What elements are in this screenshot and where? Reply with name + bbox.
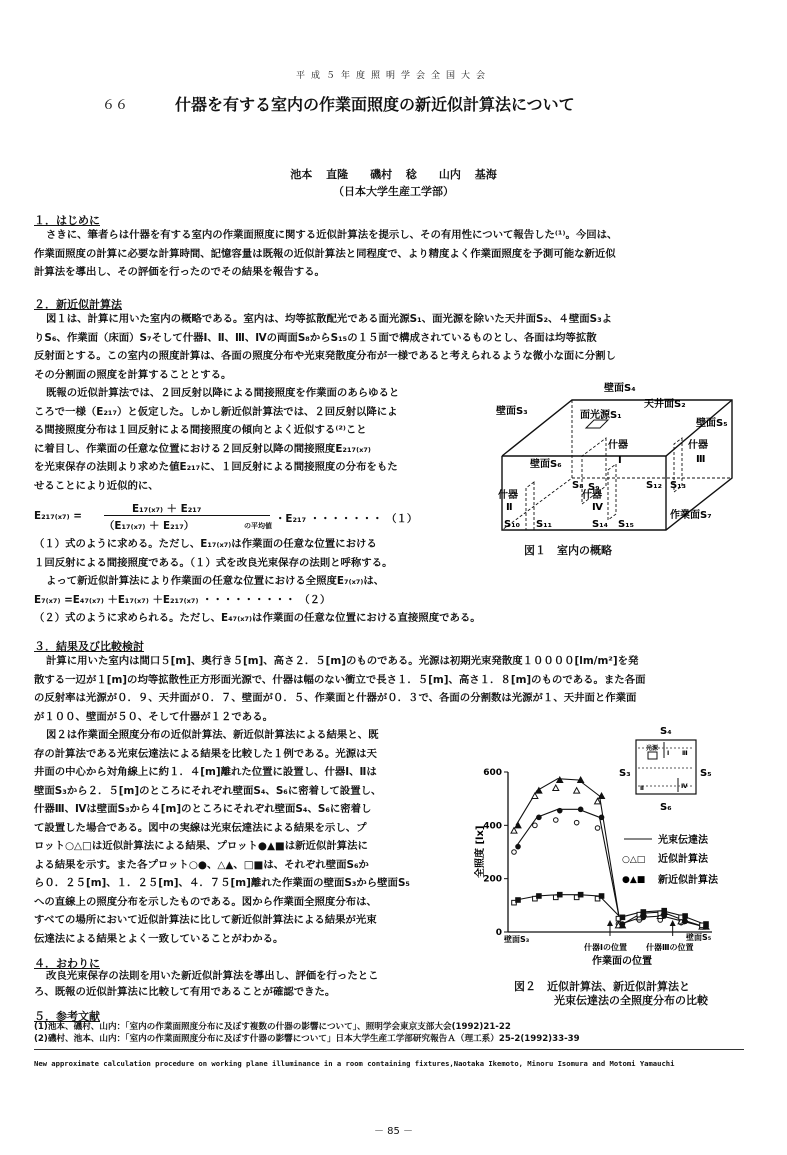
data-point [578, 892, 583, 897]
section-1-heading: １．はじめに [34, 214, 100, 227]
label-s4: 壁面S₄ [604, 383, 636, 394]
y-tick-label: 400 [483, 821, 502, 832]
text-line: よる結果を示す。また各プロット○●、△▲、□■は、それぞれ壁面S₆か [34, 858, 369, 871]
series-line [516, 779, 704, 927]
inset-label-f2: Ⅱ [640, 785, 644, 792]
label-s9: S₉ [588, 482, 600, 493]
references [34, 1021, 779, 1045]
text-line: 図１は、計算に用いた室内の概略である。室内は、均等拡散配光である面光源S₁、面光源を除いた天井面S₂、４壁面S₃よ [46, 313, 613, 325]
data-point [532, 793, 538, 799]
label-s2: 天井面S₂ [644, 399, 686, 410]
text-line: に着目し、作業面の任意な位置における２回反射以降の間接照度E₂₁₇₍ₓ₇₎ [34, 442, 371, 455]
equation-2: E₇₍ₓ₇₎ =E₄₇₍ₓ₇₎ ＋E₁₇₍ₓ₇₎ ＋E₂₁₇₍ₓ₇₎ ・・・・・・・・・ （２） [34, 594, 331, 606]
label-s5: 壁面S₅ [696, 418, 728, 429]
eq1-lhs: E₂₁₇₍ₓ₇₎ = [34, 510, 82, 522]
y-tick-label: 0 [495, 928, 502, 938]
data-point [578, 807, 583, 812]
eq1-denominator: （E₁₇₍ₓ₇₎ ＋ E₂₁₇） [104, 520, 195, 532]
text-line: ら０．２５[m]、１．２５[m]、４．７５[m]離れた作業面の壁面S₃から壁面S₅ [34, 877, 410, 889]
section-2-heading: ２．新近似計算法 [34, 298, 122, 311]
label-fixture-4-num: Ⅳ [592, 502, 603, 513]
y-tick-label: 200 [483, 874, 502, 885]
text-line: さきに、筆者らは什器を有する室内の作業面照度に関する近似計算法を提示し、その有用性について報告した⁽¹⁾。今回は、 [46, 229, 618, 241]
label-s14: S₁₄ [592, 519, 608, 530]
text-line: （１）式のように求める。ただし、E₁₇₍ₓ₇₎は作業面の任意な位置における [34, 538, 377, 550]
data-point [553, 818, 558, 823]
data-point [557, 777, 563, 783]
text-line: 什器Ⅲ、Ⅳは壁面S₃から４[m]のところにそれぞれ壁面S₄、S₆に密着し [34, 803, 372, 815]
y-axis-label: 全照度 [lx] [475, 825, 486, 878]
eq1-denominator-sub: の平均値 [244, 522, 272, 530]
section-3-body-left [34, 726, 474, 948]
inset-label-f4: Ⅳ [681, 783, 688, 790]
data-point [537, 815, 542, 820]
eq1-tail: ・E₂₁₇ ・・・・・・・ （１） [275, 513, 418, 525]
section-4-body [34, 968, 474, 1000]
label-fixture-4: 什器 [582, 490, 602, 501]
text-line: すべての場所において近似計算法に比して新近似計算法による結果が光束 [34, 914, 377, 926]
fixture-4-outline [608, 464, 616, 520]
text-line: る間接照度分布は１回反射による間接照度の傾向とよく近似する⁽²⁾こと [34, 424, 367, 436]
text-line: 計算に用いた室内は間口５[m]、奥行き５[m]、高さ２．５[m]のものである。光源は初期光束発散度１００００[lm/m²]を発 [46, 655, 639, 667]
text-line: 既報の近似計算法では、２回反射以降による間接照度を作業面のあらゆると [46, 387, 400, 399]
label-s7: 作業面S₇ [670, 510, 712, 521]
text-line: を光束保存の法則より求めた値E₂₁₇に、１回反射による間接照度の分布をもた [34, 461, 398, 473]
label-s6: 壁面S₆ [530, 459, 562, 470]
figure-2-caption-line1: 図２ 近似計算法、新近似計算法と [514, 980, 690, 993]
section-2-body-left [34, 384, 494, 495]
inset-label-s5: S₅ [700, 768, 712, 779]
section-1-body [34, 226, 779, 282]
text-line: 壁面S₃から２．５[m]のところにそれぞれ壁面S₄、S₆に密着して設置し、 [34, 784, 382, 797]
legend-filled-symbols: ●▲■ [622, 875, 646, 885]
x-right-label: 壁面S₅ [686, 933, 712, 942]
inset-label-light: 光源 [646, 745, 659, 752]
label-s15: S₁₅ [618, 519, 634, 530]
text-line: 作業面照度の計算に必要な計算時間、記憶容量は既報の近似計算法と同程度で、より精度よく作業面照度を予測可能な新近似 [34, 247, 616, 260]
label-s10: S₁₀ [504, 519, 520, 530]
fixture-2-outline [526, 482, 534, 530]
data-point [533, 823, 538, 828]
label-fixture-1: 什器 [608, 440, 628, 451]
legend-filled-label: 新近似計算法 [658, 875, 718, 886]
reference-item: (1)池本、磯村、山内：「室内の作業面照度分布に及ぼす複数の什器の影響について」、照明学会東京支部大会(1992)21-22 [34, 1022, 511, 1032]
figure-1-caption: 図１ 室内の概略 [524, 544, 612, 557]
data-point [557, 808, 562, 813]
inset-label-s6: S₆ [660, 802, 672, 813]
authors: 池本 直隆 磯村 稔 山内 基海 [290, 168, 497, 181]
fraction-bar [104, 515, 270, 516]
label-s11: S₁₁ [536, 519, 552, 530]
text-line: への直線上の照度分布を示したものである。図から作業面全照度分布は、 [34, 895, 377, 908]
paper-title: 什器を有する室内の作業面照度の新近似計算法について [175, 95, 575, 114]
section-3-body [34, 652, 779, 726]
text-line: 計算法を導出し、その評価を行ったのでその結果を報告する。 [34, 266, 325, 278]
figure-1-room-diagram [496, 378, 746, 536]
series-line [516, 809, 704, 926]
page-number: － 85 － [373, 1126, 414, 1137]
data-point [641, 910, 646, 915]
text-line: せることにより近似的に、 [34, 479, 159, 492]
label-s3: 壁面S₃ [496, 406, 528, 417]
data-point [599, 894, 604, 899]
data-point [683, 914, 688, 919]
legend-open-symbols: ○△□ [622, 855, 646, 865]
inset-room-plan [619, 726, 712, 813]
label-fixture-2-num: Ⅱ [506, 502, 513, 513]
data-point [516, 898, 521, 903]
legend-line-label: 光束伝達法 [658, 835, 708, 846]
text-line: 図２は作業面全照度分布の近似計算法、新近似計算法による結果と、既 [46, 729, 379, 741]
label-s12: S₁₂ [646, 480, 662, 491]
data-point [599, 815, 604, 820]
divider [34, 1049, 744, 1050]
text-line: その分割面の照度を計算することとする。 [34, 368, 232, 381]
data-point [704, 922, 709, 927]
x-left-label: 壁面S₃ [504, 935, 530, 944]
text-line: 存の計算法である光束伝達法による結果を比較した１例である。光源は天 [34, 747, 377, 760]
affiliation: （日本大学生産工学部） [333, 185, 454, 198]
figure-2-chart [474, 722, 744, 980]
inset-label-f1: Ⅰ [667, 750, 670, 757]
inset-light [648, 752, 657, 759]
text-line: の反射率は光源が０．９、天井面が０．７、壁面が０．５、作業面と什器が０．３で、各面の分割数は光源が１、天井面と作業面 [34, 692, 637, 704]
text-line: よって新近似計算法により作業面の任意な位置における全照度E₇₍ₓ₇₎は、 [46, 575, 385, 587]
text-line: 伝達法による結果とよく一致していることがわかる。 [34, 932, 284, 945]
data-point [516, 844, 521, 849]
data-point [553, 785, 559, 791]
section-2-after-eq2: （２）式のように求められる。ただし、E₄₇₍ₓ₇₎は作業面の任意な位置における直接照度である。 [34, 612, 481, 624]
light-source-panel [586, 420, 608, 428]
paper-number: ６６ [102, 98, 129, 113]
reference-item: (2)磯村、池本、山内：「室内の作業面照度分布に及ぼす什器の影響について」日本大学生産工学部研究報告Ａ（理工系）25-2(1992)33-39 [34, 1034, 580, 1044]
text-line: が１００、壁面が５０、そして什器が１２である。 [34, 710, 273, 723]
data-point [557, 892, 562, 897]
inset-label-f3: Ⅲ [682, 750, 688, 757]
label-fixture-3-num: Ⅲ [696, 454, 706, 465]
text-line: １回反射による間接照度である。（１）式を改良光束保存の法則と呼称する。 [34, 556, 393, 569]
data-point [511, 828, 517, 834]
section-2-after-eq1 [34, 535, 504, 591]
fixture-3-position-label: 什器Ⅲの位置 [646, 943, 694, 952]
text-line: 井面の中心から対角線上に約１．４[m]離れた位置に設置し、什器Ⅰ、Ⅱは [34, 766, 377, 778]
label-s8: S₈ [572, 480, 584, 491]
section-2-body [34, 310, 779, 384]
x-axis-label: 作業面の位置 [592, 956, 652, 967]
text-line: ころで一様（E₂₁₇）と仮定した。しかし新近似計算法では、２回反射以降によ [34, 405, 398, 418]
text-line: ろ、既報の近似計算法に比較して有用であることが確認できた。 [34, 986, 336, 998]
label-s1: 面光源S₁ [580, 410, 622, 421]
label-s13: S₁₃ [670, 480, 686, 491]
text-line: りS₆、作業面（床面）S₇そして什器Ⅰ、Ⅱ、Ⅲ、Ⅳの両面S₈からS₁₅の１５面で構成されているものとし、各面は均等拡散 [34, 331, 597, 344]
conference-name: 平成５年度照明学会全国大会 [295, 71, 491, 81]
label-fixture-3: 什器 [688, 440, 708, 451]
text-line: 改良光束保存の法則を用いた新近似計算法を導出し、評価を行ったとこ [46, 970, 379, 982]
fixture-arrow-head [670, 920, 676, 926]
data-point [662, 908, 667, 913]
inset-label-s3: S₃ [619, 768, 631, 779]
data-point [537, 894, 542, 899]
section-3-heading: ３．結果及び比較検討 [34, 640, 144, 653]
label-fixture-2: 什器 [498, 490, 518, 501]
english-title: New approximate calculation procedure on working plane illuminance in a room containing fixtures,Naotaka Ikemoto, Minoru Isomura and Motomi Yamauchi [34, 1059, 675, 1068]
eq1-numerator: E₁₇₍ₓ₇₎ ＋ E₂₁₇ [132, 503, 202, 515]
inset-label-s4: S₄ [660, 726, 672, 737]
section-4-heading: ４．おわりに [34, 957, 100, 970]
fixture-1-position-label: 什器Ⅰの位置 [584, 943, 627, 952]
legend-open-label: 近似計算法 [658, 854, 708, 865]
data-point [574, 788, 580, 794]
data-point [574, 820, 579, 825]
fixture-arrow-head [607, 920, 613, 926]
figure-2-caption-line2: 光束伝達法の全照度分布の比較 [554, 994, 708, 1007]
text-line: ロット○△□は近似計算法による結果、プロット●▲■は新近似計算法に [34, 840, 368, 852]
y-tick-label: 600 [483, 768, 502, 778]
data-point [512, 850, 517, 855]
text-line: 反射面とする。この室内の照度計算は、各面の照度分布や光束発散度分布が一様であると考えられるような微小な面に分割し [34, 350, 616, 362]
section-5-heading: ５．参考文献 [34, 1010, 100, 1023]
text-line: 散する一辺が１[m]の均等拡散性正方形面光源で、什器は幅のない衝立で長さ１．５[m]、高さ１．８[m]のものである。また各面 [34, 673, 646, 686]
data-point [620, 915, 625, 920]
label-fixture-1-num: Ⅰ [618, 455, 622, 466]
text-line: て設置した場合である。図中の実線は光束伝達法による結果を示し、プ [34, 821, 367, 834]
data-point [595, 826, 600, 831]
